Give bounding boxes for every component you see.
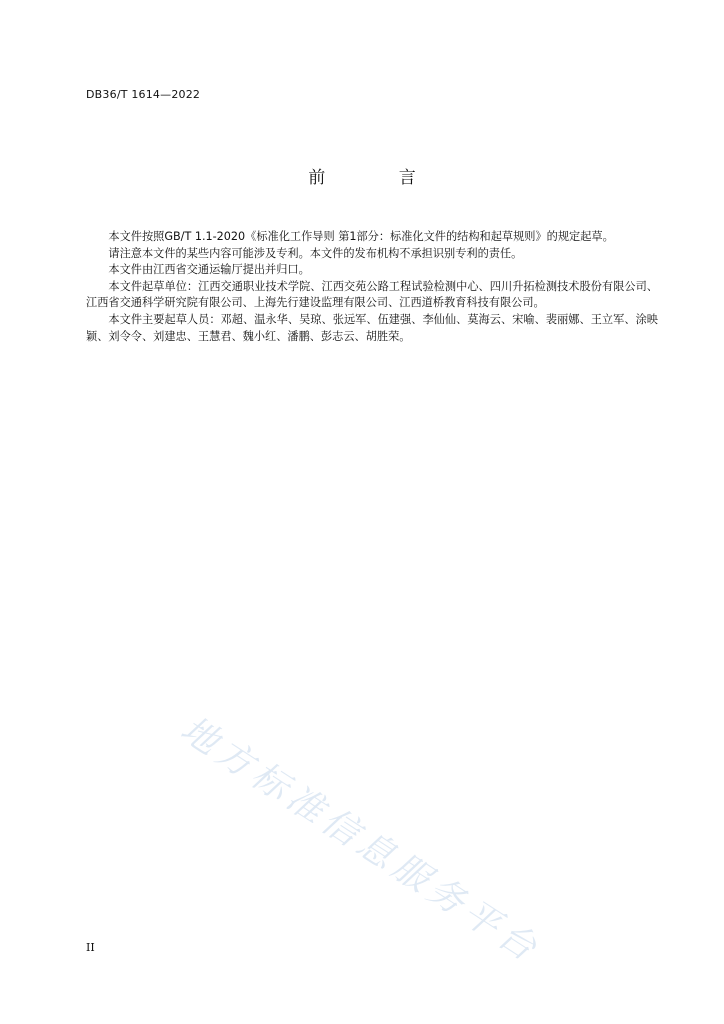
document-code: DB36/T 1614—2022 [86,88,201,101]
foreword-body [86,229,658,345]
paragraph-drafting-units: 本文件起草单位：江西交通职业技术学院、江西交苑公路工程试验检测中心、四川升拓检测技术股份有限公司、江西省交通科学研究院有限公司、上海先行建设监理有限公司、江西道桥教育科技有限公司。 [86,279,658,310]
page-number: II [86,941,95,954]
paragraph-standard-basis: 本文件按照GB/T 1.1-2020《标准化工作导则 第1部分：标准化文件的结构和起草规则》的规定起草。 [108,230,614,243]
watermark: 地方标准信息服务平台 [173,708,548,972]
page-title: 前 言 [308,168,450,188]
paragraph-drafters: 本文件主要起草人员：邓超、温永华、吴琼、张远军、伍建强、李仙仙、莫海云、宋喻、裴丽娜、王立军、涂映颖、刘令令、刘建忠、王慧君、魏小红、潘鹏、彭志云、胡胜荣。 [86,312,658,343]
paragraph-proposer: 本文件由江西省交通运输厅提出并归口。 [108,263,310,277]
paragraph-patent-notice: 请注意本文件的某些内容可能涉及专利。本文件的发布机构不承担识别专利的责任。 [108,246,523,260]
